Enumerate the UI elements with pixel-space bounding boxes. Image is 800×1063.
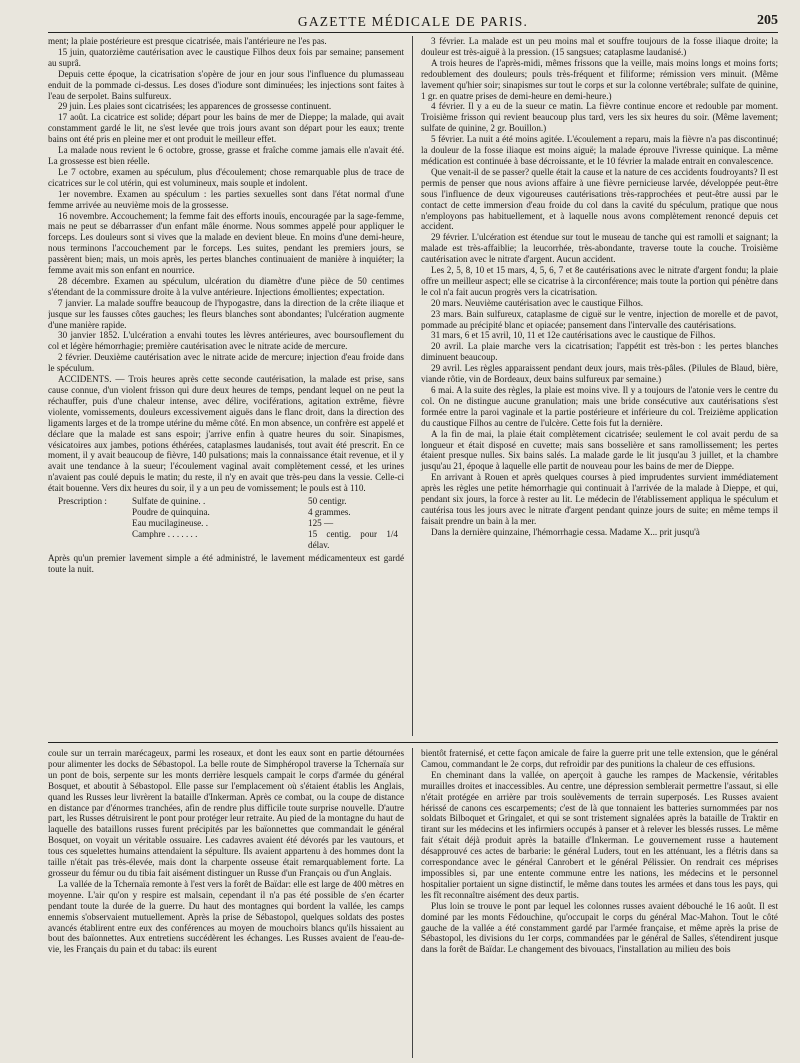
- paragraph: 3 février. La malade est un peu moins mal et souffre toujours de la fosse iliaque droite; la douleur est très-aiguë à la pression. (15 sangsues; cataplasme laudanisé.): [421, 36, 778, 57]
- paragraph: La vallée de la Tchernaïa remonte à l'est vers la forêt de Baïdar: elle est large de 400 mètres en moyenne. L'air qu'on y respire est malsain, cependant il n'a pas été possible de s'en écarter pendant toute la durée de la guerre. Du haut des montagnes qui bordent la vallée, les camps ennemis s'observaient mutuellement. Après la prise de Sébastopol, quelques soldats des postes avancés établirent entre eux des conférences au moyen de mouchoirs blancs qu'ils hissaient au bout des baïonnettes. Aux entretiens succédèrent les échanges. Les Russes avaient de l'eau-de-vie, les Français du pain et du tabac: ils eurent: [48, 878, 404, 955]
- paragraph: 23 mars. Bain sulfureux, cataplasme de ciguë sur le ventre, injection de morelle et de pavot, pommade au précipité blanc et opiacée; pansement dans l'intervalle des cautérisations.: [421, 308, 778, 330]
- paragraph: 16 novembre. Accouchement; la femme fait des efforts inouïs, encouragée par la sage-femme, mais ne peut se débarrasser d'un enfant mâle énorme. Nous sommes appelé pour appliquer le forceps. Les douleurs sont si vives que la malade en devient bleue. En moins d'une demi-heure, nous terminons l'accouchement par le forceps. Les suites, pendant les premiers jours, se passèrent bien; mais, un mois après, les pertes blanches continuaient de manière à inquiéter; la femme avait mis son enfant en nourrice.: [48, 210, 404, 276]
- prescription-drug: Poudre de quinquina.: [132, 506, 210, 517]
- section-divider: [48, 742, 778, 743]
- paragraph: 29 février. L'ulcération est étendue sur tout le museau de tanche qui est ramolli et saignant; la malade est très-affaiblie; la leucorrhée, très-abondante, traverse toute la couche. Troisième cautérisation avec le nitrate d'argent. Aucun accident.: [421, 232, 778, 265]
- paragraph: 31 mars, 6 et 15 avril, 10, 11 et 12e cautérisations avec le caustique de Filhos.: [431, 330, 716, 341]
- prescription-dose: 15 centig. pour 1/4 délav.: [308, 528, 398, 550]
- feuilleton-article: [48, 748, 778, 1058]
- prescription-dose: 4 grammes.: [308, 506, 351, 517]
- feuilleton-column-right: [413, 748, 778, 1058]
- prescription-dose: 50 centigr.: [308, 496, 347, 507]
- paragraph: ACCIDENTS. — Trois heures après cette seconde cautérisation, la malade est prise, sans cause connue, d'un violent frisson qui dure deux heures de temps, pendant lequel on ne peut la réchauffer, puis d'une chaleur intense, avec délire, vociférations, agitation extrême, fièvre violente, vomissements, douleurs excessivement aiguës dans le flanc droit, dans la direction des ligaments larges et de la trompe utérine du même côté. En mon absence, un confrère est appelé et déclare que la malade est sans espoir; j'arrive enfin à quatre heures du soir. Sinapismes, vésicatoires aux jambes, potions éthérées, cataplasmes laudanisés, tout avait été prescrit. En ce moment, il y avait beaucoup de fièvre, 140 pulsations; mais la connaissance était revenue, et il y avait une tendance à la sueur; l'écoulement vaginal avait complètement cessé, et les urines n'avaient pas coulé depuis le matin; du reste, il n'y en avait que très-peu dans la vessie. Celle-ci était bouenne. Vers dix heures du soir, il y a un peu de vomissement; le pouls est à 110.: [48, 374, 404, 494]
- paragraph: A la fin de mai, la plaie était complètement cicatrisée; seulement le col avait perdu de sa longueur et était disposé en cuvette; mais sans bosselière et sans ramollissement; les pertes étaient presque nulles. Six bains salés. La malade garde le lit jusqu'au 3 juillet, et la chambre jusqu'au 21, époque à laquelle elle partit de nouveau pour les bains de mer de Dieppe.: [421, 428, 778, 472]
- paragraph: 2 février. Deuxième cautérisation avec le nitrate acide de mercure; injection d'eau froide dans le spéculum.: [48, 352, 404, 374]
- paragraph: 15 juin, quatorzième cautérisation avec le caustique Filhos deux fois par semaine; pansement au suprâ.: [48, 46, 404, 68]
- paragraph: 20 mars. Neuvième cautérisation avec le caustique Filhos.: [431, 297, 644, 308]
- feuilleton-column-left: [48, 748, 413, 1058]
- paragraph: bientôt fraternisé, et cette façon amicale de faire la guerre prit une telle extension, que le général Camou, commandant le 2e corps, dut refroidir par des punitions la chaleur de ces effusions.: [421, 748, 778, 769]
- paragraph: Les 2, 5, 8, 10 et 15 mars, 4, 5, 6, 7 et 8e cautérisations avec le nitrate d'argent fondu; la plaie offre un meilleur aspect; elle se cicatrise à la circonférence; mais toute la portion qui pénètre dans le col n'a fait aucun progrès vers la cicatrisation.: [421, 265, 778, 297]
- paragraph: En cheminant dans la vallée, on aperçoit à gauche les rampes de Mackensie, véritables murailles droites et inaccessibles. Au centre, une dépression semblerait permettre l'assaut, si elle n'était protégée en arrière par trois soulèvements de terrain superposés. Les Russes avaient hérissé de canons ces escarpements; c'est de là que tonnaient les batteries surnommées par nos soldats Bilboquet et Gringalet, et qui se sont tristement signalées après la bataille de Traktir en tirant sur les médecins et les infirmiers occupés à panser et à relever les blessés russes. Le même fait s'était déjà produit après la bataille d'Inkerman. Le gouvernement russe a hautement désapprouvé ces actes de barbarie: le général Luders, tout en les atténuant, les a flétris dans sa correspondance avec le général Canrobert et le général Pélissier. On rendrait ces méprises impossibles si, par une entente commune entre les nations, les médecins et le personnel hospitalier portaient un signe distinctif, le même dans toutes les armées et dans tous les pays, qui les fît reconnaître aisément des deux partis.: [421, 769, 778, 900]
- medical-article: [48, 36, 778, 736]
- prescription-drug: Camphre . . . . . . .: [132, 528, 198, 539]
- paragraph: La malade nous revient le 6 octobre, grosse, grasse et fraîche comme jamais elle n'avait été. La grossesse est bien réelle.: [48, 145, 404, 166]
- paragraph: Le 7 octobre, examen au spéculum, plus d'écoulement; chose remarquable plus de trace de cicatrices sur le col utérin, qui est volumineux, mais souple et indolent.: [48, 166, 404, 188]
- paragraph: 1er novembre. Examen au spéculum : les parties sexuelles sont dans l'état normal d'une femme arrivée au neuvième mois de la grossesse.: [48, 188, 404, 210]
- paragraph: 17 août. La cicatrice est solide; départ pour les bains de mer de Dieppe; la malade, qui avait constamment gardé le lit, ne s'est levée que trois jours avant son départ pour les eaux; trente bains ont été pris en pleine mer et ont produit le meilleur effet.: [48, 112, 404, 145]
- paragraph: A trois heures de l'après-midi, mêmes frissons que la veille, mais moins longs et moins forts; redoublement des douleurs; pouls très-fréquent et filiforme; rémission vers minuit. (Même lavement qu'hier soir; sinapismes sur tout le corps et sur la colonne vertébrale; sulfate de quinine, 1 gr. en quatre prises de demi-heure en demi-heure.): [421, 57, 778, 101]
- paragraph: 28 décembre. Examen au spéculum, ulcération du diamètre d'une pièce de 50 centimes s'étendant de la commissure droite à la vulve antérieure. Injections émollientes; expectation.: [48, 275, 404, 297]
- paragraph: Plus loin se trouve le pont par lequel les colonnes russes avaient débouché le 16 août. Il est dominé par les monts Fédouchine, qu'occupait le corps du général Mac-Mahon. Tout le côté gauche de la vallée a été constamment gardé par l'armée française, et même après la prise de Sébastopol, les divisions du 1er corps, commandées par le général de Salles, s'étendirent jusque dans la forêt de Baïdar. Le changement des bivouacs, l'installation au milieu des bois: [421, 900, 778, 955]
- paragraph: 5 février. La nuit a été moins agitée. L'écoulement a reparu, mais la fièvre n'a pas discontinué; la douleur de la fosse iliaque est moins aiguë; la malade éprouve l'ivresse quinique. La même médication est continuée à base décroissante, et le 10 février la malade entrait en convalescence.: [421, 134, 778, 166]
- journal-title: GAZETTE MÉDICALE DE PARIS.: [297, 14, 529, 29]
- article-column-left: [48, 36, 413, 736]
- prescription-label: Prescription :: [58, 496, 107, 507]
- prescription-drug: Sulfate de quinine. .: [132, 496, 206, 507]
- paragraph: 7 janvier. La malade souffre beaucoup de l'hypogastre, dans la direction de la crête iliaque et jusque sur les fausses côtes gauches; les fleurs blanches sont abondantes; l'ulcération augmente d'une manière rapide.: [48, 297, 404, 330]
- prescription-drug: Eau mucilagineuse. .: [132, 517, 209, 528]
- paragraph: Après qu'un premier lavement simple a été administré, le lavement médicamenteux est gardé toute la nuit.: [48, 552, 404, 574]
- prescription-dose: 125 —: [308, 517, 334, 528]
- paragraph: coule sur un terrain marécageux, parmi les roseaux, et dont les eaux sont en partie détournées pour alimenter les docks de Sébastopol. La belle route de Simphéropol traverse la Tchernaïa sur un pont de bois, serpente sur les monts derrière lesquels campait le corps d'armée du général Bosquet, et aboutit à Sébastopol. Elle passe sur l'emplacement où s'étaient établis les Anglais, quand les Russes leur livrèrent la bataille d'Inkerman. Après ce combat, ou la coupe de distance en distance par d'énormes tranchées, afin de rendre plus difficile toute surprise nouvelle. D'autre part, les Russes détruisirent le pont pour protéger leur retraite. Au pied de la montagne du haut de laquelle des bataillons russes furent précipités par les baïonnettes que commandait le général Bosquet, on voyait un véritable ossuaire. Les cadavres avaient été dévorés par les vautours, et tous ces squelettes humains attendaient la sépulture. Ils avaient appartenu à des hommes dont la taille n'était pas très-élevée, mais dont la charpente osseuse était remarquablement forte. La grosseur du fémur ou du tibia fait aisément distinguer un Russe d'un Français ou d'un Anglais.: [48, 748, 404, 878]
- paragraph: 29 avril. Les règles apparaissent pendant deux jours, mais très-pâles. (Pilules de Blaud, bière, viande rôtie, vin de Bordeaux, deux bains sulfureux par semaine.): [421, 363, 778, 385]
- paragraph: 20 avril. La plaie marche vers la cicatrisation; l'appétit est très-bon : les pertes blanches diminuent beaucoup.: [421, 341, 778, 363]
- paragraph: 6 mai. A la suite des règles, la plaie est moins vive. Il y a toujours de l'atonie vers le centre du col. On ne distingue aucune granulation; mais une bride consécutive aux cautérisations s'est formée entre la paroi vaginale et la partie postérieure et inférieure du col. Treizième application du caustique Filhos au centre de l'ulcère. Cette fois fut la dernière.: [421, 385, 778, 428]
- paragraph: En arrivant à Rouen et après quelques courses à pied imprudentes survient immédiatement après les règles une petite hémorrhagie qui continuait à l'arrivée de la malade à Dieppe, et qui, pendant six jours, la force à rester au lit. Le médecin de l'établissement appliqua le spéculum et cautérisa tous les jours avec le nitrate d'argent pendant quinze jours de suite; en même temps il faisait prendre un bain à la mer.: [421, 472, 778, 526]
- page-header: [48, 10, 778, 33]
- prescription: [58, 496, 404, 551]
- page-number: 205: [757, 13, 778, 28]
- paragraph: ment; la plaie postérieure est presque cicatrisée, mais l'antérieure ne l'es pas.: [48, 36, 327, 46]
- paragraph: 30 janvier 1852. L'ulcération a envahi toutes les lèvres antérieures, avec boursouflement du col et légère hémorrhagie; première cautérisation avec le nitrate acide de mercure.: [48, 330, 404, 352]
- paragraph: 4 février. Il y a eu de la sueur ce matin. La fièvre continue encore et redouble par moment. Troisième frisson qui revient beaucoup plus tard, vers les six heures du soir. (Même lavement; sulfate de quinine, 2 gr. Bouillon.): [421, 101, 778, 134]
- paragraph: Depuis cette époque, la cicatrisation s'opère de jour en jour sous l'influence du plumasseau enduit de la pommade ci-dessus. Les doses d'iodure sont diminuées; les injections sont faites à l'eau de serpolet. Bains sulfureux.: [48, 68, 404, 101]
- paragraph: 29 juin. Les plaies sont cicatrisées; les apparences de grossesse continuent.: [58, 101, 332, 112]
- article-column-right: [413, 36, 778, 736]
- paragraph: Que venait-il de se passer? quelle était la cause et la nature de ces accidents foudroyants? Il est permis de penser que nous avions affaire à une fièvre pernicieuse larvée, développée peut-être sous l'influence de deux vigoureuses cautérisations très-rapprochées et peut-être aussi par le contact de cette immersion d'eau froide du col dans la cavité du spéculum, pratique que nous n'employons pas habituellement, et à laquelle nous avons complètement renoncé depuis cet accident.: [421, 166, 778, 232]
- paragraph: Dans la dernière quinzaine, l'hémorrhagie cessa. Madame X... prit jusqu'à: [431, 526, 700, 537]
